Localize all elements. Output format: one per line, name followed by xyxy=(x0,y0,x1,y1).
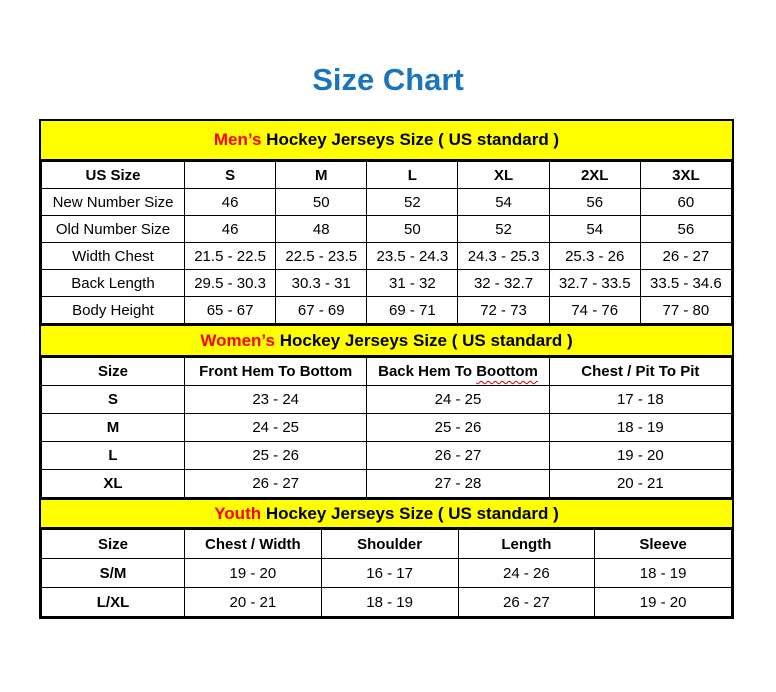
size-value-cell: 17 - 18 xyxy=(549,386,731,414)
size-value-cell: 29.5 - 30.3 xyxy=(185,270,276,297)
size-value-cell: 19 - 20 xyxy=(185,559,322,588)
column-header: 2XL xyxy=(549,162,640,189)
size-value-cell: 25 - 26 xyxy=(367,414,549,442)
size-value-cell: 18 - 19 xyxy=(549,414,731,442)
size-value-cell: 26 - 27 xyxy=(367,442,549,470)
row-label: L/XL xyxy=(42,588,185,617)
column-header xyxy=(367,358,549,386)
column-header: Front Hem To Bottom xyxy=(185,358,367,386)
mens-size-table xyxy=(41,161,732,324)
table-row xyxy=(42,386,732,414)
size-value-cell: 48 xyxy=(276,216,367,243)
size-value-cell: 18 - 19 xyxy=(321,588,458,617)
row-label: Old Number Size xyxy=(42,216,185,243)
table-row xyxy=(42,559,732,588)
row-label: Body Height xyxy=(42,297,185,324)
table-row xyxy=(42,216,732,243)
youth-size-table xyxy=(41,529,732,617)
size-value-cell: 32 - 32.7 xyxy=(458,270,549,297)
page-title: Size Chart xyxy=(312,62,464,97)
size-value-cell: 54 xyxy=(458,189,549,216)
size-value-cell: 30.3 - 31 xyxy=(276,270,367,297)
column-header: Size xyxy=(42,358,185,386)
header-row xyxy=(42,530,732,559)
womens-heading-highlight: Women’s xyxy=(200,331,275,350)
row-label: Width Chest xyxy=(42,243,185,270)
column-header: S xyxy=(185,162,276,189)
size-value-cell: 20 - 21 xyxy=(549,470,731,498)
womens-heading-text: Hockey Jerseys Size ( US standard ) xyxy=(279,331,573,350)
size-value-cell: 56 xyxy=(549,189,640,216)
size-value-cell: 52 xyxy=(458,216,549,243)
size-value-cell: 67 - 69 xyxy=(276,297,367,324)
size-value-cell: 33.5 - 34.6 xyxy=(640,270,731,297)
table-row xyxy=(42,189,732,216)
column-header: Size xyxy=(42,530,185,559)
size-value-cell: 27 - 28 xyxy=(367,470,549,498)
size-value-cell: 50 xyxy=(276,189,367,216)
size-value-cell: 50 xyxy=(367,216,458,243)
womens-size-table xyxy=(41,357,732,498)
size-value-cell: 23.5 - 24.3 xyxy=(367,243,458,270)
row-label: XL xyxy=(42,470,185,498)
youth-section-heading xyxy=(41,498,732,529)
size-value-cell: 46 xyxy=(185,216,276,243)
youth-heading-text: Hockey Jerseys Size ( US standard ) xyxy=(265,504,559,523)
size-value-cell: 46 xyxy=(185,189,276,216)
column-header: Sleeve xyxy=(595,530,732,559)
womens-section-heading xyxy=(41,324,732,357)
size-value-cell: 52 xyxy=(367,189,458,216)
size-value-cell: 69 - 71 xyxy=(367,297,458,324)
column-header: Chest / Pit To Pit xyxy=(549,358,731,386)
size-value-cell: 77 - 80 xyxy=(640,297,731,324)
size-value-cell: 19 - 20 xyxy=(549,442,731,470)
column-header: Chest / Width xyxy=(185,530,322,559)
misspelled-word: Boottom xyxy=(476,363,538,380)
row-label: L xyxy=(42,442,185,470)
size-value-cell: 32.7 - 33.5 xyxy=(549,270,640,297)
size-value-cell: 20 - 21 xyxy=(185,588,322,617)
table-row xyxy=(42,414,732,442)
size-value-cell: 60 xyxy=(640,189,731,216)
table-row xyxy=(42,297,732,324)
row-label: Back Length xyxy=(42,270,185,297)
size-value-cell: 54 xyxy=(549,216,640,243)
mens-section-heading xyxy=(41,121,732,161)
size-value-cell: 31 - 32 xyxy=(367,270,458,297)
column-header: US Size xyxy=(42,162,185,189)
size-value-cell: 18 - 19 xyxy=(595,559,732,588)
size-value-cell: 23 - 24 xyxy=(185,386,367,414)
mens-heading-highlight: Men’s xyxy=(213,130,262,149)
size-chart xyxy=(39,119,734,619)
table-row xyxy=(42,588,732,617)
table-row xyxy=(42,470,732,498)
size-value-cell: 16 - 17 xyxy=(321,559,458,588)
womens-size-section xyxy=(41,324,732,498)
size-value-cell: 56 xyxy=(640,216,731,243)
column-header: M xyxy=(276,162,367,189)
size-value-cell: 74 - 76 xyxy=(549,297,640,324)
table-row xyxy=(42,270,732,297)
table-row xyxy=(42,442,732,470)
youth-size-section xyxy=(41,498,732,617)
youth-heading-highlight: Youth xyxy=(214,504,262,523)
size-value-cell: 72 - 73 xyxy=(458,297,549,324)
size-value-cell: 25 - 26 xyxy=(185,442,367,470)
row-label: M xyxy=(42,414,185,442)
column-header: XL xyxy=(458,162,549,189)
row-label: New Number Size xyxy=(42,189,185,216)
mens-heading-text: Hockey Jerseys Size ( US standard ) xyxy=(266,130,560,149)
table-row xyxy=(42,243,732,270)
header-text: Back Hem To xyxy=(378,363,477,380)
column-header: L xyxy=(367,162,458,189)
size-value-cell: 26 - 27 xyxy=(458,588,595,617)
header-row xyxy=(42,358,732,386)
header-row xyxy=(42,162,732,189)
size-value-cell: 21.5 - 22.5 xyxy=(185,243,276,270)
size-value-cell: 24 - 26 xyxy=(458,559,595,588)
size-value-cell: 22.5 - 23.5 xyxy=(276,243,367,270)
row-label: S/M xyxy=(42,559,185,588)
mens-size-section xyxy=(41,121,732,324)
size-value-cell: 26 - 27 xyxy=(185,470,367,498)
size-value-cell: 26 - 27 xyxy=(640,243,731,270)
size-value-cell: 19 - 20 xyxy=(595,588,732,617)
column-header: 3XL xyxy=(640,162,731,189)
size-value-cell: 24 - 25 xyxy=(185,414,367,442)
size-value-cell: 25.3 - 26 xyxy=(549,243,640,270)
size-value-cell: 24 - 25 xyxy=(367,386,549,414)
column-header: Length xyxy=(458,530,595,559)
size-value-cell: 24.3 - 25.3 xyxy=(458,243,549,270)
size-value-cell: 65 - 67 xyxy=(185,297,276,324)
column-header: Shoulder xyxy=(321,530,458,559)
row-label: S xyxy=(42,386,185,414)
